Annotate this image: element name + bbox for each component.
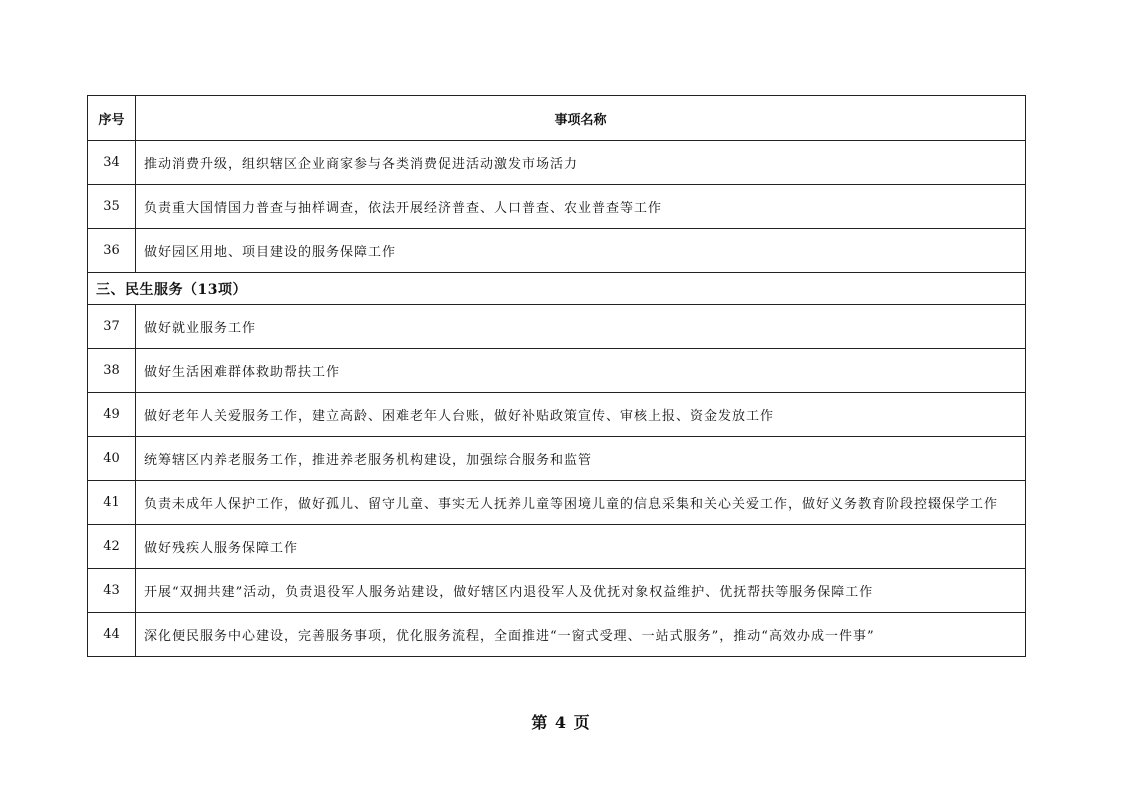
row-name: 做好园区用地、项目建设的服务保障工作 bbox=[136, 229, 1026, 273]
table-row bbox=[88, 613, 1026, 657]
table-row bbox=[88, 349, 1026, 393]
row-number: 36 bbox=[88, 229, 136, 273]
table-row bbox=[88, 141, 1026, 185]
row-name: 统筹辖区内养老服务工作，推进养老服务机构建设，加强综合服务和监管 bbox=[136, 437, 1026, 481]
row-name: 做好老年人关爱服务工作，建立高龄、困难老年人台账，做好补贴政策宣传、审核上报、资金发放工作 bbox=[136, 393, 1026, 437]
row-number: 41 bbox=[88, 481, 136, 525]
row-name: 做好就业服务工作 bbox=[136, 305, 1026, 349]
row-number: 35 bbox=[88, 185, 136, 229]
table-row bbox=[88, 569, 1026, 613]
row-name: 做好生活困难群体救助帮扶工作 bbox=[136, 349, 1026, 393]
header-name: 事项名称 bbox=[136, 96, 1026, 141]
row-name: 深化便民服务中心建设，完善服务事项，优化服务流程，全面推进“一窗式受理、一站式服务”，推动“高效办成一件事” bbox=[136, 613, 1026, 657]
row-name: 推动消费升级，组织辖区企业商家参与各类消费促进活动激发市场活力 bbox=[136, 141, 1026, 185]
table-row bbox=[88, 525, 1026, 569]
row-number: 37 bbox=[88, 305, 136, 349]
row-name: 负责重大国情国力普查与抽样调查，依法开展经济普查、人口普查、农业普查等工作 bbox=[136, 185, 1026, 229]
section-title: 三、民生服务（13项） bbox=[88, 273, 1026, 305]
table-row bbox=[88, 305, 1026, 349]
row-number: 40 bbox=[88, 437, 136, 481]
section-row bbox=[88, 273, 1026, 305]
row-number: 42 bbox=[88, 525, 136, 569]
table-row bbox=[88, 185, 1026, 229]
table-row bbox=[88, 229, 1026, 273]
row-number: 44 bbox=[88, 613, 136, 657]
items-table bbox=[87, 95, 1026, 657]
page-number: 第 4 页 bbox=[531, 713, 591, 732]
row-number: 49 bbox=[88, 393, 136, 437]
table-row bbox=[88, 393, 1026, 437]
table-header-row bbox=[88, 96, 1026, 141]
row-name: 负责未成年人保护工作，做好孤儿、留守儿童、事实无人抚养儿童等困境儿童的信息采集和关心关爱工作，做好义务教育阶段控辍保学工作 bbox=[136, 481, 1026, 525]
header-number: 序号 bbox=[88, 96, 136, 141]
row-name: 开展“双拥共建”活动，负责退役军人服务站建设，做好辖区内退役军人及优抚对象权益维护、优抚帮扶等服务保障工作 bbox=[136, 569, 1026, 613]
row-name: 做好残疾人服务保障工作 bbox=[136, 525, 1026, 569]
table-row bbox=[88, 437, 1026, 481]
row-number: 38 bbox=[88, 349, 136, 393]
table-row bbox=[88, 481, 1026, 525]
row-number: 34 bbox=[88, 141, 136, 185]
row-number: 43 bbox=[88, 569, 136, 613]
